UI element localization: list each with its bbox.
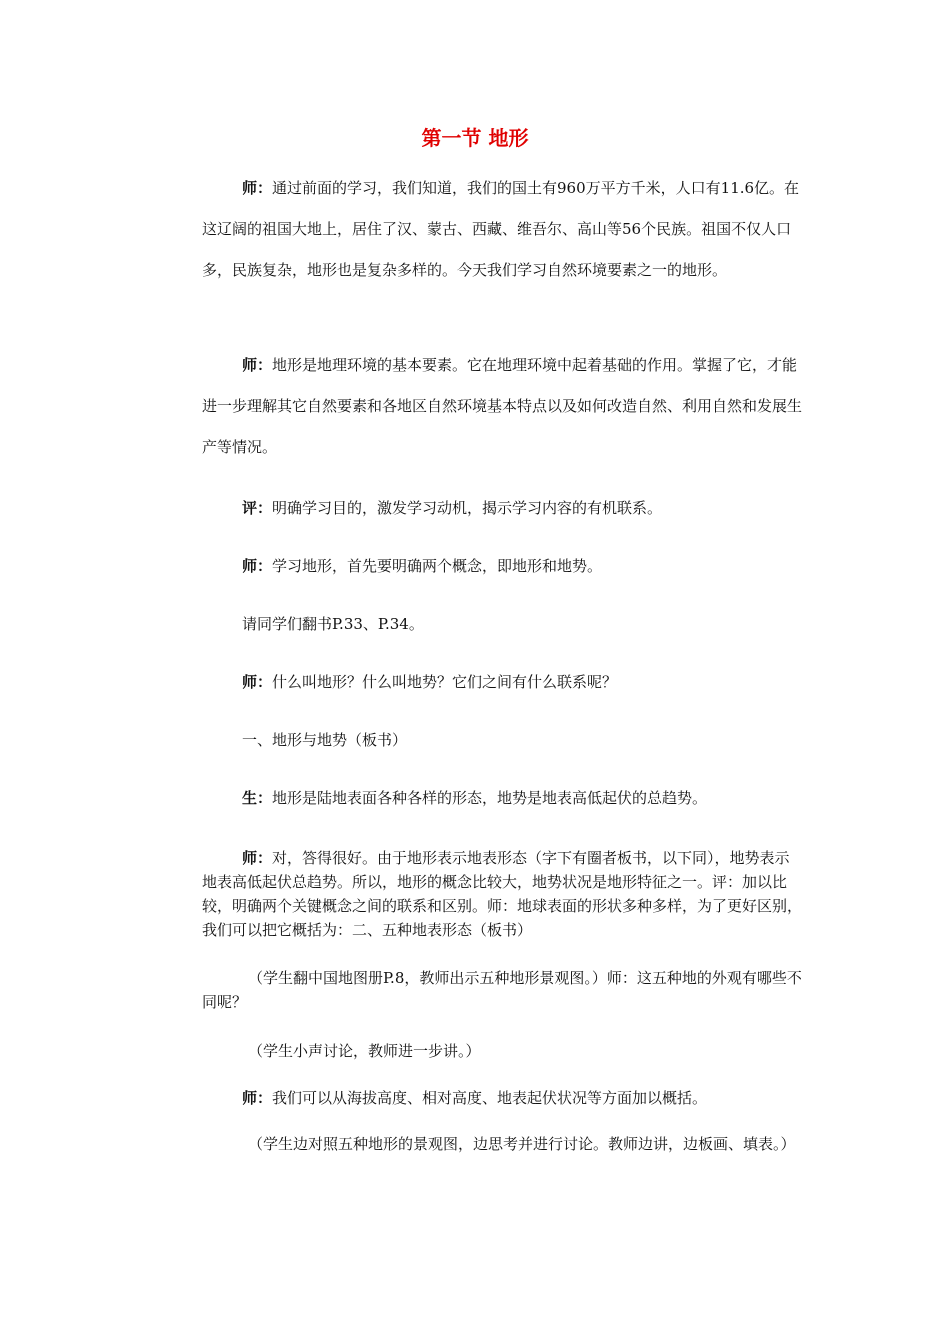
- section-heading-1: [202, 720, 802, 761]
- speaker-label: 生：: [242, 789, 273, 807]
- paragraph-text: 什么叫地形？什么叫地势？它们之间有什么联系呢？: [272, 673, 618, 691]
- paragraph-1: [202, 168, 802, 291]
- paragraph-text: 请同学们翻书P.33、P.34。: [242, 615, 424, 633]
- paragraph-text: 学习地形，首先要明确两个概念，即地形和地势。: [272, 557, 603, 575]
- paragraph-13: [202, 1132, 802, 1156]
- paragraph-text: 明确学习目的，激发学习动机，揭示学习内容的有机联系。: [272, 499, 663, 517]
- paragraph-text: 地形是地理环境的基本要素。它在地理环境中起着基础的作用。掌握了它，才能进一步理解其它自然要素和各地区自然环境基本特点以及如何改造自然、利用自然和发展生产等情况。: [202, 356, 803, 456]
- paragraph-text: 地形是陆地表面各种各样的形态，地势是地表高低起伏的总趋势。: [272, 789, 708, 807]
- paragraph-4: [202, 546, 802, 587]
- paragraph-text: （学生边对照五种地形的景观图，边思考并进行讨论。教师边讲，边板画、填表。）: [248, 1135, 796, 1153]
- paragraph-5: [202, 604, 802, 645]
- paragraph-8: [202, 778, 802, 819]
- page-title: 第一节 地形: [421, 126, 529, 150]
- speaker-label: 师：: [242, 356, 273, 374]
- paragraph-text: 对，答得很好。由于地形表示地表形态（字下有圈者板书，以下同），地势表示地表高低起伏总趋势。所以，地形的概念比较大，地势状况是地形特征之一。评：加以比较，明确两个关键概念之间的联系和区别。师：地球表面的形状多种多样，为了更好区别，我们可以把它概括为：二、五种地表形态（板书）: [202, 849, 803, 939]
- speaker-label: 师：: [242, 1089, 273, 1107]
- paragraph-12: [202, 1086, 802, 1110]
- speaker-label: 师：: [242, 849, 273, 867]
- paragraph-text: 我们可以从海拔高度、相对高度、地表起伏状况等方面加以概括。: [272, 1089, 708, 1107]
- paragraph-text: 一、地形与地势（板书）: [242, 731, 408, 749]
- paragraph-10: [202, 966, 802, 1014]
- paragraph-text: （学生翻中国地图册P.8，教师出示五种地形景观图。）师：这五种地的外观有哪些不同呢？: [202, 969, 802, 1011]
- speaker-label: 师：: [242, 557, 273, 575]
- speaker-label: 师：: [242, 673, 273, 691]
- paragraph-3: [202, 488, 802, 529]
- paragraph-11: [202, 1039, 802, 1063]
- paragraph-2: [202, 345, 802, 468]
- paragraph-9: [202, 846, 802, 942]
- paragraph-6: [202, 662, 802, 703]
- comment-label: 评：: [242, 499, 273, 517]
- speaker-label: 师：: [242, 179, 273, 197]
- paragraph-text: 通过前面的学习，我们知道，我们的国土有960万平方千米，人口有11.6亿。在这辽阔的祖国大地上，居住了汉、蒙古、西藏、维吾尔、高山等56个民族。祖国不仅人口多，民族复杂，地形也是复杂多样的。今天我们学习自然环境要素之一的地形。: [202, 179, 800, 279]
- paragraph-text: （学生小声讨论，教师进一步讲。）: [248, 1042, 481, 1060]
